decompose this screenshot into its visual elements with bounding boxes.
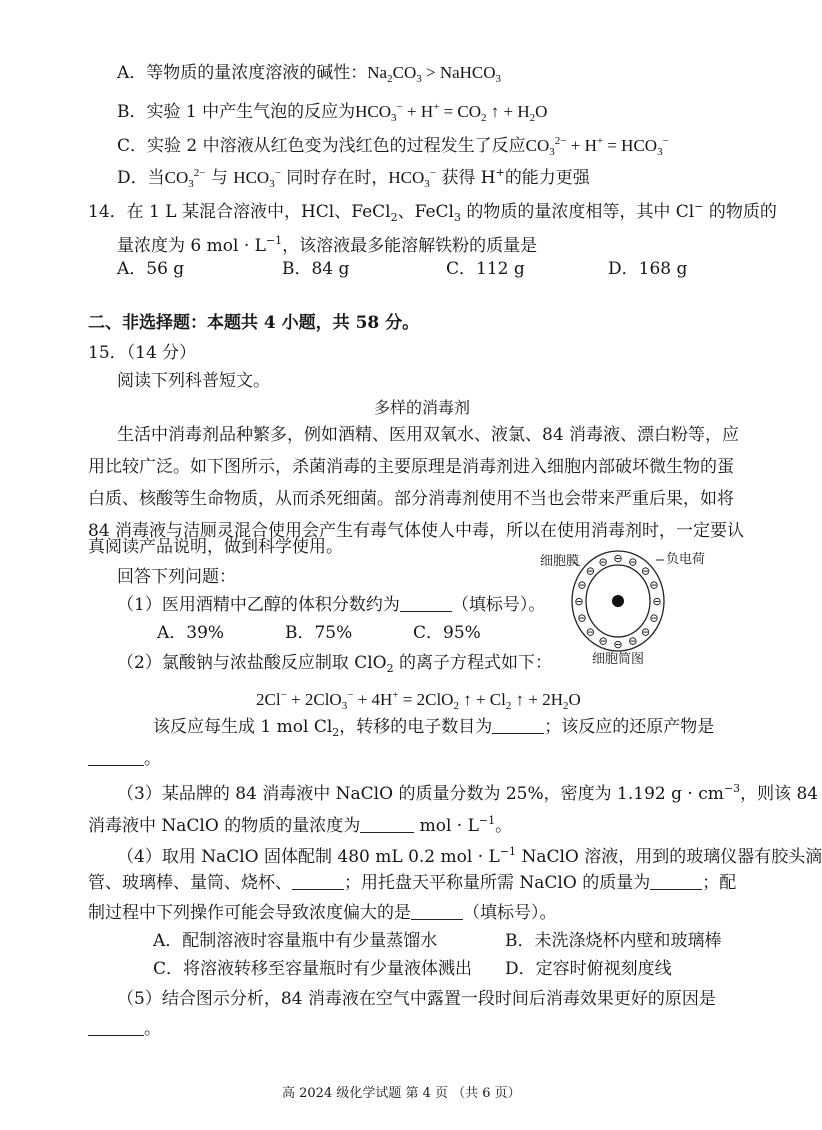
negative-charge: ⊖ bbox=[598, 555, 608, 569]
page-footer: 高 2024 级化学试题 第 4 页 （共 6 页） bbox=[282, 1086, 521, 1101]
part-2-question: （2）氯酸钠与浓盐酸反应制取 ClO$_2$ 的离子方程式如下： bbox=[117, 653, 553, 675]
answer-blank[interactable] bbox=[492, 717, 544, 734]
answer-blank[interactable] bbox=[650, 873, 702, 890]
negative-charge: ⊖ bbox=[577, 611, 587, 625]
negative-charge: ⊖ bbox=[577, 578, 587, 592]
answer-prompt: 回答下列问题： bbox=[117, 567, 236, 587]
part-5-line-1: （5）结合图示分析，84 消毒液在空气中露置一段时间后消毒效果更好的原因是 bbox=[117, 989, 716, 1009]
q15-intro: 阅读下列科普短文。 bbox=[117, 371, 270, 391]
negative-charge: ⊖ bbox=[649, 578, 659, 592]
part-4-option-b: B．未洗涤烧杯内壁和玻璃棒 bbox=[505, 931, 722, 951]
q13-option-b: B．实验 1 中产生气泡的反应为$HCO_3^- + H^+ = CO_2$ ↑ + $H_2O$ bbox=[117, 101, 548, 124]
answer-blank[interactable] bbox=[400, 595, 452, 612]
membrane-label: 细胞膜 bbox=[540, 554, 580, 569]
part-5-line-2: 。 bbox=[88, 1017, 161, 1041]
article-line: 84 消毒液与洁厕灵混合使用会产生有毒气体使人中毒，所以在使用消毒剂时，一定要认 bbox=[88, 521, 745, 541]
part-4-option-d: D．定容时俯视刻度线 bbox=[505, 959, 672, 979]
part-4-line-1: （4）取用 NaClO 固体配制 480 mL 0.2 mol · $L^{-1}$ NaClO 溶液，用到的玻璃仪器有胶头滴 bbox=[117, 845, 822, 867]
q14-option-c: C．112 g bbox=[446, 259, 525, 279]
negative-charge: ⊖ bbox=[628, 555, 638, 569]
negative-charge: ⊖ bbox=[649, 611, 659, 625]
part-2-line-2: 该反应每生成 1 mol $Cl_2$，转移的电子数目为 ；该反应的还原产物是 bbox=[153, 717, 715, 739]
charge-label: 负电荷 bbox=[666, 552, 706, 567]
negative-charge: ⊖ bbox=[585, 625, 596, 639]
article-line: 白质、核酸等生命物质，从而杀死细菌。部分消毒剂使用不当也会带来严重后果，如将 bbox=[88, 489, 734, 509]
part-2-equation: 2Cl− + 2ClO$_3$− + 4H+ = 2ClO$_2$ ↑ + $Cl_2$ ↑ + $2H_2O$ bbox=[256, 689, 581, 712]
answer-blank[interactable] bbox=[88, 1019, 144, 1036]
article-line: 用比较广泛。如下图所示，杀菌消毒的主要原理是消毒剂进入细胞内部破坏微生物的蛋 bbox=[88, 457, 734, 477]
part-1-option-c: C．95% bbox=[413, 623, 481, 643]
nucleus bbox=[612, 595, 624, 607]
article-title: 多样的消毒剂 bbox=[374, 398, 471, 417]
answer-blank[interactable] bbox=[360, 816, 414, 833]
diagram-caption: 细胞简图 bbox=[592, 652, 645, 667]
part-1-option-a: A．39% bbox=[157, 623, 225, 643]
negative-charge: ⊖ bbox=[598, 634, 608, 648]
cell-diagram bbox=[540, 548, 760, 668]
part-4-line-3: 制过程中下列操作可能会导致浓度偏大的是 （填标号）。 bbox=[88, 903, 557, 923]
negative-charge: ⊖ bbox=[574, 595, 584, 608]
part-3-line-1: （3）某品牌的 84 消毒液中 NaClO 的质量分数为 25%，密度为 1.192 $g \cdot cm^{-3}$，则该 84 bbox=[117, 782, 819, 804]
q14-option-d: D．168 g bbox=[608, 259, 688, 279]
section-2-title: 二、非选择题：本题共 4 小题，共 58 分。 bbox=[88, 313, 420, 333]
q14-line-1: 14．在 1 L 某混合溶液中，HCl、FeCl$_2$、FeCl$_3$ 的物质的量浓度相等，其中 Cl− 的物质的 bbox=[88, 200, 777, 224]
negative-charge: ⊖ bbox=[640, 625, 651, 639]
article-line: 生活中消毒剂品种繁多，例如酒精、医用双氧水、液氯、84 消毒液、漂白粉等，应 bbox=[117, 425, 740, 445]
negative-charge: ⊖ bbox=[613, 552, 623, 565]
q14-option-a: A．56 g bbox=[117, 259, 185, 279]
answer-blank[interactable] bbox=[292, 873, 344, 890]
negative-charge: ⊖ bbox=[652, 595, 662, 608]
q14-line-2: 量浓度为 6 mol · $L^{-1}$，该溶液最多能溶解铁粉的质量是 bbox=[117, 234, 538, 256]
answer-blank[interactable] bbox=[411, 903, 463, 920]
article-line: 真阅读产品说明，做到科学使用。 bbox=[88, 537, 343, 557]
part-4-option-a: A．配制溶液时容量瓶中有少量蒸馏水 bbox=[153, 931, 438, 951]
answer-blank[interactable] bbox=[88, 749, 144, 766]
q13-option-d: D．当$CO_3^{2-}$ 与 $HCO_3^-$ 同时存在时，$HCO_3^-$ 获得 H+的能力更强 bbox=[117, 166, 590, 190]
q13-option-c: C．实验 2 中溶液从红色变为浅红色的过程发生了反应$CO_3^{2-} + H^+ = HCO_3^-$ bbox=[117, 135, 669, 158]
negative-charge: ⊖ bbox=[585, 564, 596, 578]
part-4-option-c: C．将溶液转移至容量瓶时有少量液体溅出 bbox=[153, 959, 473, 979]
part-1-question: （1）医用酒精中乙醇的体积分数约为 （填标号）。 bbox=[117, 595, 546, 615]
negative-charge: ⊖ bbox=[613, 638, 623, 651]
q14-option-b: B．84 g bbox=[282, 259, 350, 279]
part-1-option-b: B．75% bbox=[285, 623, 353, 643]
part-3-line-2: 消毒液中 NaClO 的物质的量浓度为 mol · $L^{-1}$。 bbox=[88, 814, 513, 836]
part-4-line-2: 管、玻璃棒、量筒、烧杯、 ；用托盘天平称量所需 NaClO 的质量为 ；配 bbox=[88, 873, 737, 893]
part-2-line-3: 。 bbox=[88, 747, 161, 771]
negative-charge: ⊖ bbox=[640, 564, 651, 578]
q13-option-a: A．等物质的量浓度溶液的碱性：$Na_2CO_3$ > NaHCO$_3$ bbox=[117, 63, 502, 85]
negative-charge: ⊖ bbox=[628, 634, 638, 648]
q15-header: 15．（14 分） bbox=[88, 343, 197, 363]
